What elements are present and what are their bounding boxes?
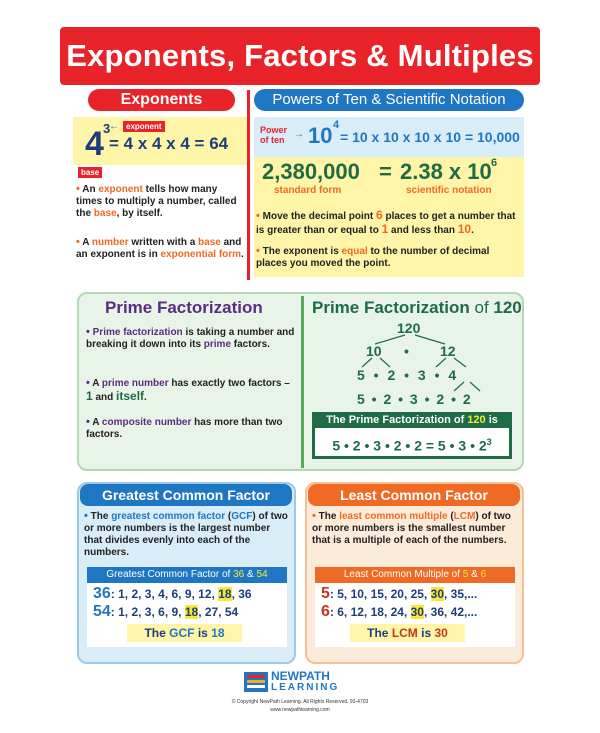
- prime-result-heading: The Prime Factorization of 120 is: [312, 412, 512, 429]
- gcf-answer: The GCF is 18: [127, 624, 242, 642]
- power-label: Power of ten: [260, 125, 288, 145]
- bullet-icon: •: [84, 510, 88, 522]
- tree-node-10: 10: [366, 343, 382, 359]
- tree-root: 120: [397, 320, 421, 336]
- powers-bullet-2: • The exponent is equal to the number of decimal places you moved the point.: [256, 245, 490, 269]
- arrow-right-icon: →: [294, 129, 304, 140]
- power-of-ten-box: [254, 117, 524, 157]
- newpath-logo-text: NEWPATH LEARNING: [271, 669, 340, 693]
- ten-base: 10: [308, 123, 333, 148]
- scientific-notation-box: [254, 157, 524, 277]
- standard-form-number: 2,380,000: [262, 159, 360, 184]
- scientific-notation-label: scientific notation: [406, 185, 492, 196]
- poster-title: Exponents, Factors & Multiples: [60, 27, 540, 85]
- prime-bullet-2: • A prime number has exactly two factors – 1 and itself.: [86, 377, 290, 403]
- tree-dot: •: [404, 343, 409, 359]
- lcm-row-5: 5: 5, 10, 15, 20, 25, 30, 35,...: [321, 585, 478, 602]
- bullet-icon: •: [86, 326, 90, 338]
- ten-exponent: 4: [333, 119, 340, 131]
- bullet-icon: •: [256, 210, 260, 222]
- copyright-text: © Copyright NewPath Learning. All Rights Reserved. 93-4703: [231, 699, 369, 705]
- standard-form-label: standard form: [274, 185, 342, 196]
- exponent-power: 3: [103, 121, 111, 136]
- base-label: base: [78, 167, 102, 178]
- tree-node-12: 12: [440, 343, 456, 359]
- bullet-icon: •: [76, 183, 80, 195]
- exponent-equation: = 4 x 4 x 4 = 64: [109, 134, 229, 153]
- scientific-number: 2.38 x 10: [400, 159, 492, 184]
- lcm-box-heading: Least Common Multiple of 5 & 6: [315, 567, 515, 583]
- section-divider: [247, 90, 250, 280]
- section-divider: [301, 296, 304, 468]
- gcf-row-54: 54: 1, 2, 3, 6, 9, 18, 27, 54: [93, 603, 239, 620]
- gcf-heading: Greatest Common Factor: [80, 484, 292, 506]
- newpath-logo-icon: [244, 672, 268, 692]
- prime-bullet-3: • A composite number has more than two factors.: [86, 416, 283, 440]
- lcm-row-6: 6: 6, 12, 18, 24, 30, 36, 42,...: [321, 603, 478, 620]
- prime-factorization-example-heading: Prime Factorization of 120: [312, 298, 522, 317]
- tree-level-2: 5 • 2 • 3 • 4: [357, 367, 457, 383]
- gcf-box-heading: Greatest Common Factor of 36 & 54: [87, 567, 287, 583]
- exponents-heading: Exponents: [88, 89, 235, 111]
- exponent-example-box: [73, 117, 248, 177]
- prime-result: 5 • 2 • 3 • 2 • 2 = 5 • 3 • $2^3$: [312, 428, 512, 459]
- ten-equation: = 10 x 10 x 10 x 10 = 10,000: [340, 129, 520, 145]
- exponents-bullet-2: • A number written with a base and an exponent is in exponential form.: [76, 236, 244, 260]
- website-text: www.newpathlearning.com: [270, 707, 330, 713]
- bullet-icon: •: [76, 236, 80, 248]
- tree-level-3: 5 • 2 • 3 • 2 • 2: [357, 391, 471, 407]
- prime-bullet-1: • Prime factorization is taking a number and breaking it down into its prime factors.: [86, 326, 295, 350]
- equals-sign: =: [379, 159, 392, 184]
- exponent-base: 4: [85, 125, 104, 163]
- gcf-bullet: • The greatest common factor (GCF) of two or more numbers is the largest number that divides evenly into each of the numbers.: [84, 510, 288, 558]
- bullet-icon: •: [86, 416, 90, 428]
- gcf-row-36: 36: 1, 2, 3, 4, 6, 9, 12, 18, 36: [93, 585, 252, 602]
- lcm-bullet: • The least common multiple (LCM) of two or more numbers is the smallest number that is a multiple of each of the numbers.: [312, 510, 511, 546]
- powers-heading: Powers of Ten & Scientific Notation: [254, 89, 524, 111]
- exponents-bullet-1: • An exponent tells how many times to multiply a number, called the base, by itself.: [76, 183, 237, 219]
- bullet-icon: •: [312, 510, 316, 522]
- arrow-left-icon: ←: [109, 121, 119, 132]
- lcm-answer: The LCM is 30: [350, 624, 465, 642]
- exponent-label: exponent: [123, 121, 165, 132]
- prime-factorization-heading: Prime Factorization: [105, 298, 263, 317]
- lcm-heading: Least Common Factor: [308, 484, 520, 506]
- powers-bullet-1: • Move the decimal point 6 places to get a number that is greater than or equal to 1 and less than 10.: [256, 208, 516, 236]
- scientific-exponent: 6: [491, 157, 498, 169]
- bullet-icon: •: [256, 245, 260, 257]
- bullet-icon: •: [86, 377, 90, 389]
